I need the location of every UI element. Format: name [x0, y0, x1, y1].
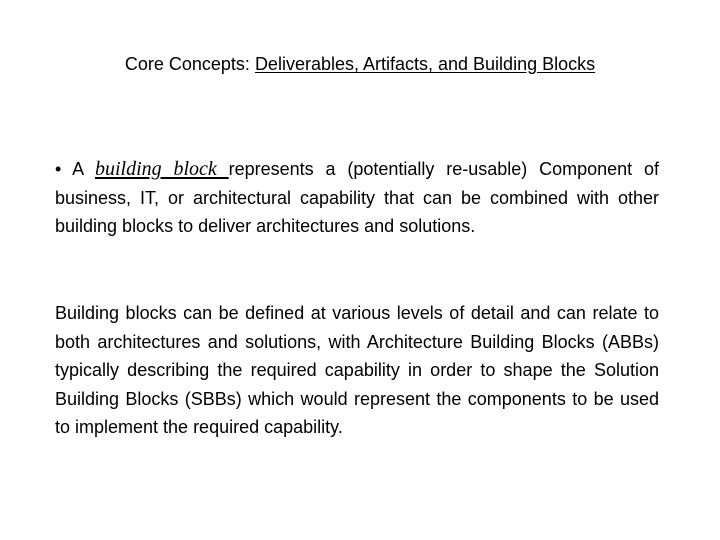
bullet-icon: •: [55, 159, 62, 179]
bullet-paragraph: [55, 155, 659, 241]
title-underlined: Deliverables, Artifacts, and Building Blocks: [254, 54, 596, 74]
body-paragraph: Building blocks can be defined at various levels of detail and can relate to both architectures and solutions, with Architecture Building Blocks (ABBs) typically describing the required capability in order to shape the Solution Building Blocks (SBBs) which would represent the components to be used to implement the required capability.: [55, 303, 659, 437]
paragraph-lead: A: [61, 159, 95, 179]
slide-title: [40, 52, 680, 76]
term-block: block: [173, 158, 229, 180]
term-building: building: [95, 158, 174, 180]
paragraph-rest: represents a (potentially re-usable) Component of business, IT, or architectural capability that can be combined with other building blocks to deliver architectures and solutions.: [55, 159, 659, 236]
title-prefix: Core Concepts:: [124, 54, 255, 74]
